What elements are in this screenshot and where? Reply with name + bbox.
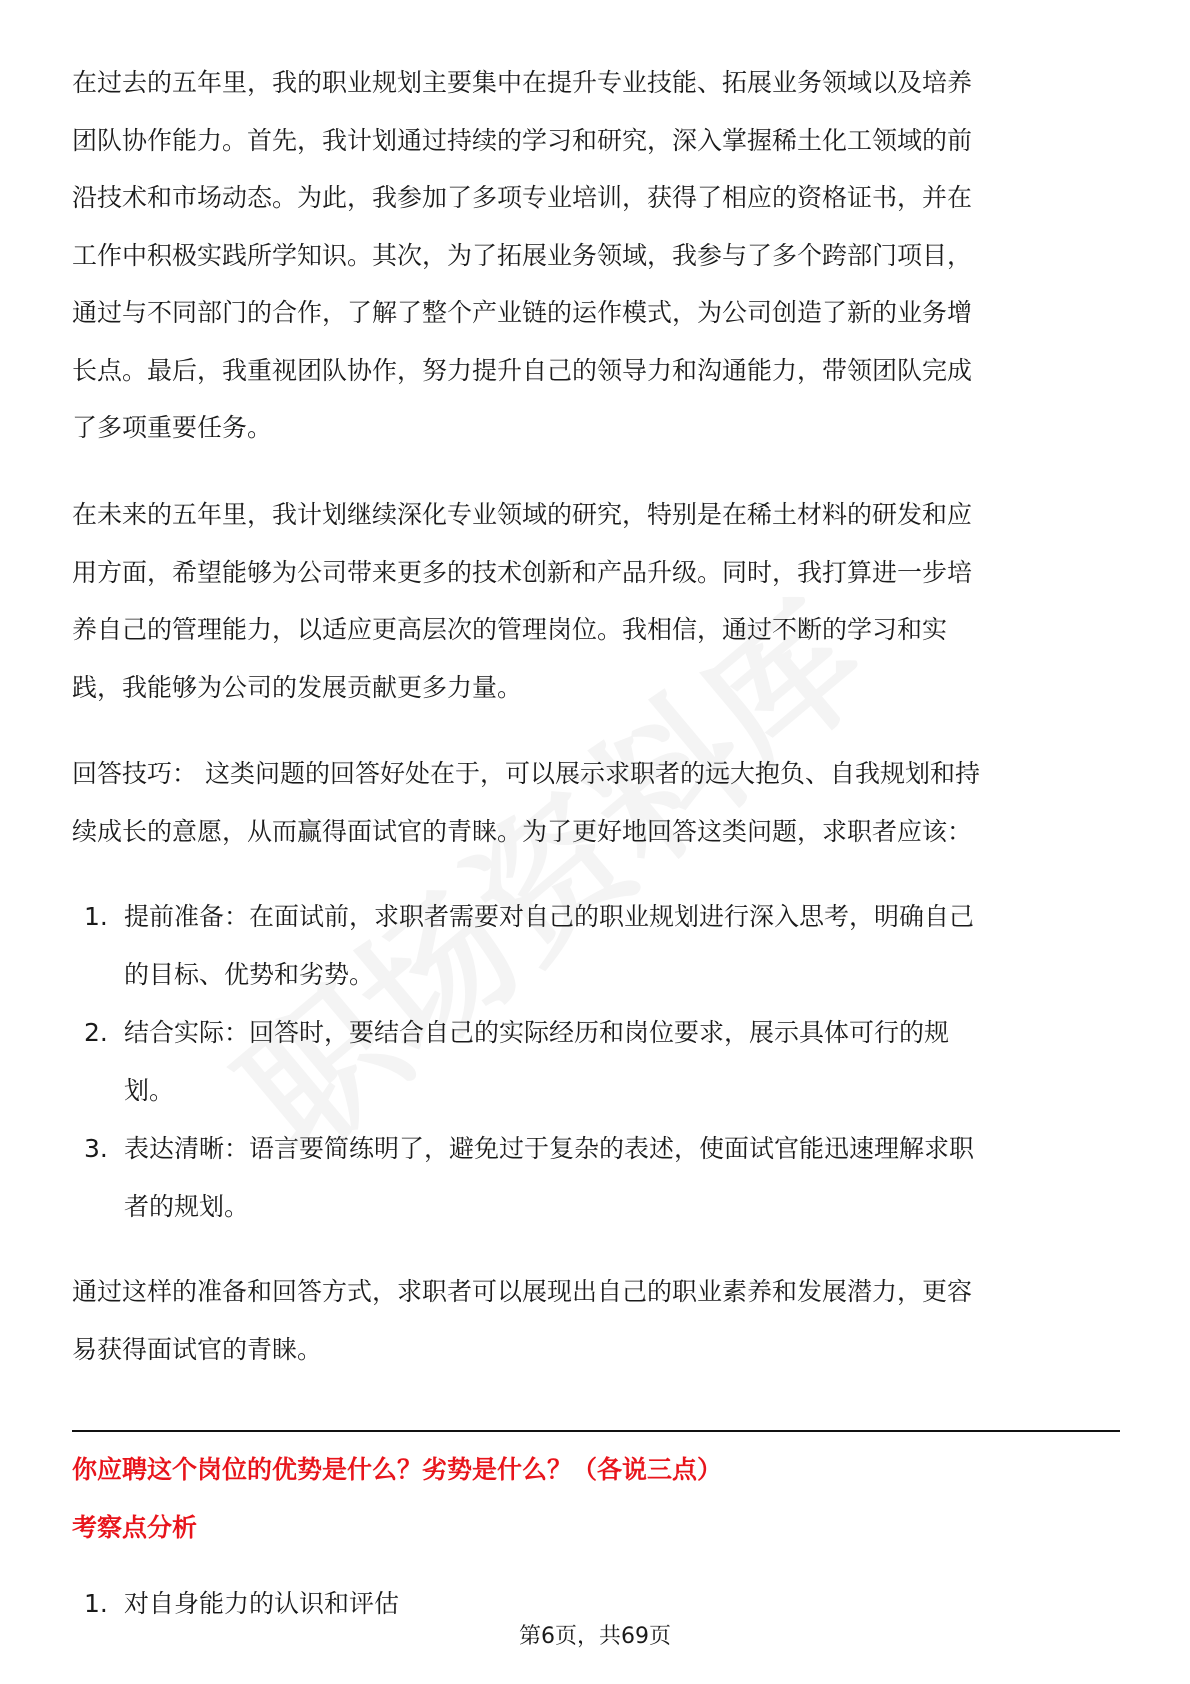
text-line: 沿技术和市场动态。为此，我参加了多项专业培训，获得了相应的资格证书，并在: [72, 183, 973, 212]
paragraph-past-plan: [72, 54, 1132, 457]
tip-item: [84, 1004, 1124, 1119]
text-line: 工作中积极实践所学知识。其次，为了拓展业务领域，我参与了多个跨部门项目，: [72, 240, 973, 270]
text-line: 践，我能够为公司的发展贡献更多力量。: [72, 672, 523, 702]
text-line: 结合实际：回答时，要结合自己的实际经历和岗位要求，展示具体可行的规: [124, 1018, 950, 1047]
text-line: 通过与不同部门的合作，了解了整个产业链的运作模式，为公司创造了新的业务增: [72, 298, 973, 327]
text-line: 通过这样的准备和回答方式，求职者可以展现出自己的职业素养和发展潜力，更容: [72, 1277, 973, 1306]
analysis-item-text: 对自身能力的认识和评估: [124, 1589, 400, 1618]
text-line: 长点。最后，我重视团队协作，努力提升自己的领导力和沟通能力，带领团队完成: [72, 355, 973, 385]
text-line: 团队协作能力。首先，我计划通过持续的学习和研究，深入掌握稀土化工领域的前: [72, 125, 973, 155]
text-line: 在过去的五年里，我的职业规划主要集中在提升专业技能、拓展业务领域以及培养: [72, 68, 973, 97]
paragraph-future-plan: [72, 486, 1132, 716]
text-line: 养自己的管理能力，以适应更高层次的管理岗位。我相信，通过不断的学习和实: [72, 615, 948, 644]
section-divider: [72, 1430, 1120, 1432]
text-line: 续成长的意愿，从而赢得面试官的青睐。为了更好地回答这类问题，求职者应该：: [72, 816, 973, 846]
tip-item: [84, 888, 1124, 1003]
list-number: 1.: [84, 902, 108, 931]
text-line: 用方面，希望能够为公司带来更多的技术创新和产品升级。同时，我打算进一步培: [72, 557, 973, 587]
list-number: 1.: [84, 1589, 108, 1618]
tip-text: [124, 1004, 1124, 1119]
tip-text: [124, 888, 1124, 1003]
text-line: 在未来的五年里，我计划继续深化专业领域的研究，特别是在稀土材料的研发和应: [72, 500, 973, 529]
question-heading: 你应聘这个岗位的优势是什么？劣势是什么？（各说三点）: [72, 1455, 723, 1484]
text-line: 回答技巧： 这类问题的回答好处在于，可以展示求职者的远大抱负、自我规划和持: [72, 759, 980, 788]
tip-item: [84, 1120, 1124, 1235]
text-line: 易获得面试官的青睐。: [72, 1334, 323, 1364]
text-line: 表达清晰：语言要简练明了，避免过于复杂的表述，使面试官能迅速理解求职: [124, 1134, 975, 1163]
text-line: 划。: [124, 1075, 175, 1105]
paragraph-answer-tips: [72, 745, 1132, 860]
list-number: 3.: [84, 1134, 108, 1163]
paragraph-closing: [72, 1263, 1132, 1378]
tip-text: [124, 1120, 1124, 1235]
text-line: 了多项重要任务。: [72, 413, 273, 442]
text-line: 的目标、优势和劣势。: [124, 959, 375, 989]
analysis-heading: 考察点分析: [72, 1513, 198, 1542]
text-line: 者的规划。: [124, 1191, 250, 1221]
text-line: 提前准备：在面试前，求职者需要对自己的职业规划进行深入思考，明确自己: [124, 902, 975, 931]
page-number: 第6页，共69页: [519, 1624, 671, 1649]
list-number: 2.: [84, 1018, 108, 1047]
